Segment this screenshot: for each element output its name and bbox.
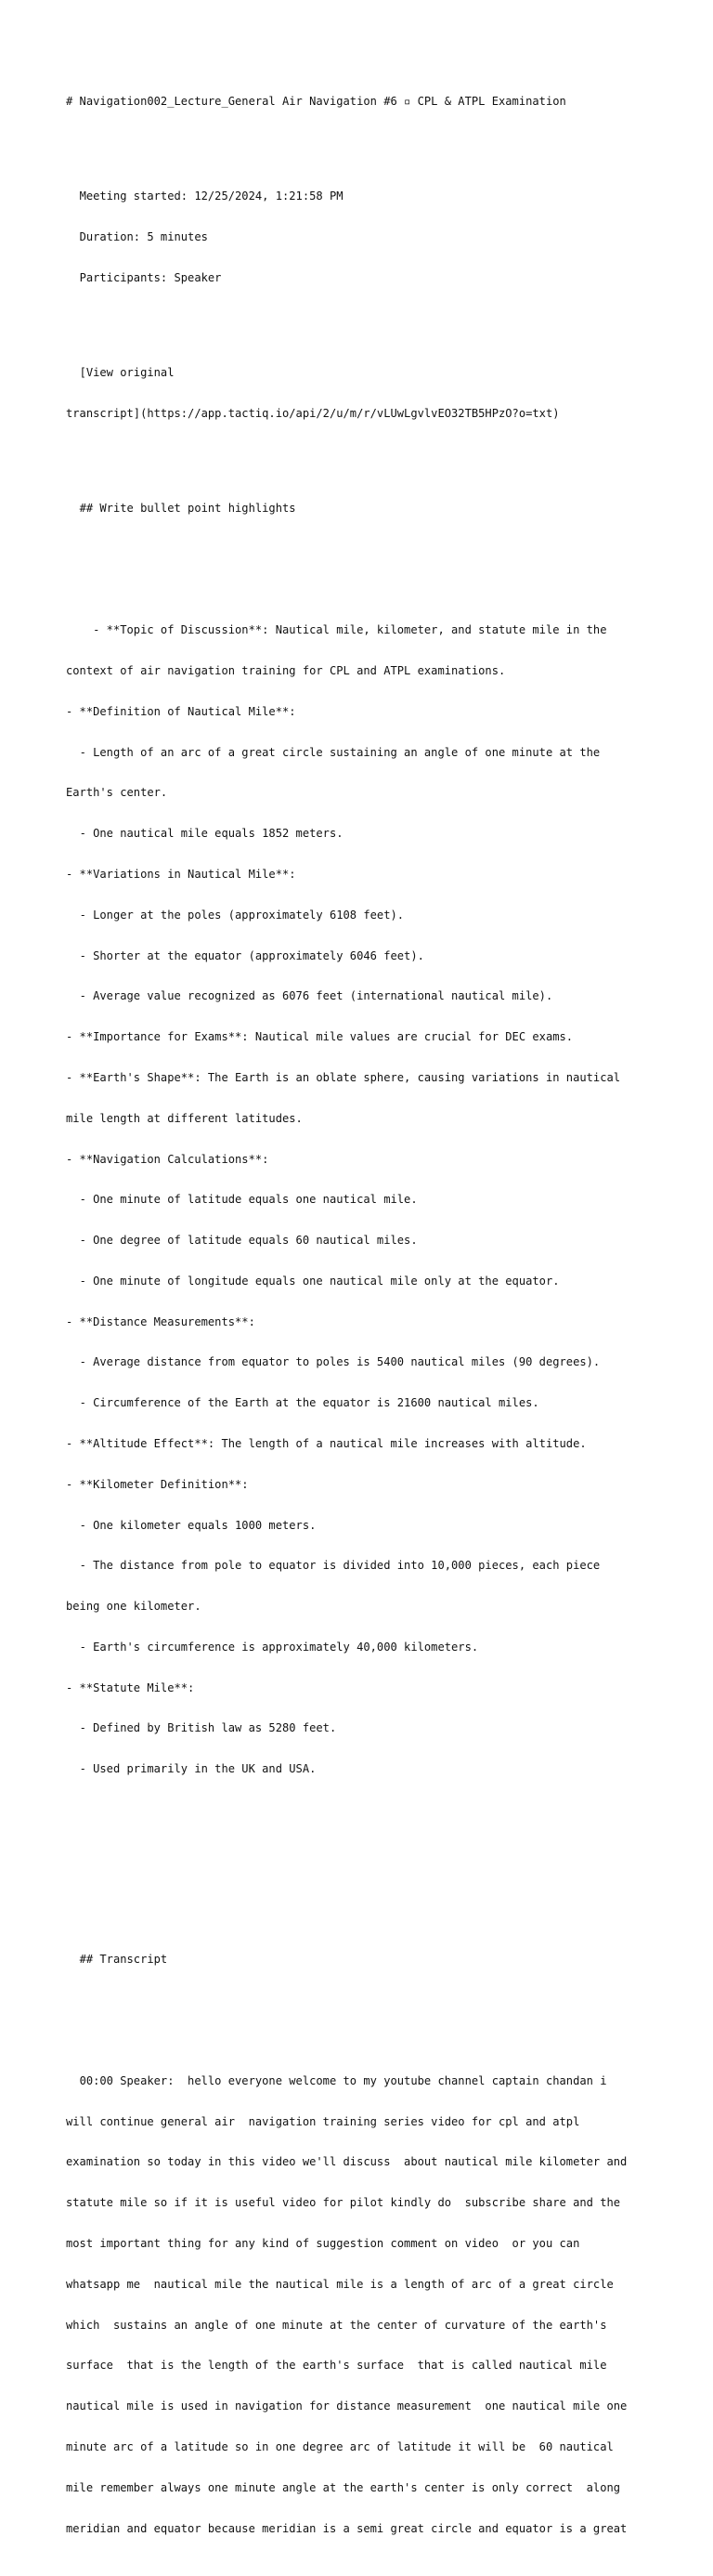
highlight-line: Earth's center.	[66, 786, 168, 800]
highlight-line: - **Kilometer Definition**:	[66, 1477, 249, 1491]
transcript-line: which sustains an angle of one minute at the center of curvature of the earth's	[66, 2318, 607, 2332]
meeting-participants: Participants: Speaker	[66, 270, 222, 284]
meeting-duration: Duration: 5 minutes	[66, 230, 208, 244]
spacer	[66, 448, 660, 462]
transcript-link-line-1[interactable]: [View original	[66, 366, 175, 380]
meeting-started: Meeting started: 12/25/2024, 1:21:58 PM	[66, 190, 344, 203]
transcript-line: 00:00 Speaker: hello everyone welcome to my youtube channel captain chandan i	[66, 2073, 607, 2087]
transcript-link-line-2[interactable]: transcript](https://app.tactiq.io/api/2/u/m/r/vLUwLgvlvEO32TB5HPzO?o=txt)	[66, 406, 560, 420]
highlight-line: - One nautical mile equals 1852 meters.	[66, 827, 344, 841]
highlight-line: mile length at different latitudes.	[66, 1111, 303, 1125]
highlight-line: - **Importance for Exams**: Nautical mile values are crucial for DEC exams.	[66, 1030, 574, 1044]
highlight-line: - **Distance Measurements**:	[66, 1314, 255, 1328]
spacer	[66, 1844, 660, 1912]
highlight-line: being one kilometer.	[66, 1600, 201, 1614]
transcript-line: most important thing for any kind of suggestion comment on video or you can	[66, 2237, 580, 2251]
transcript-heading: ## Transcript	[66, 1952, 168, 1966]
spacer	[66, 136, 660, 150]
document-page	[66, 68, 660, 2576]
highlight-line: - Used primarily in the UK and USA.	[66, 1762, 317, 1776]
transcript-line: nautical mile is used in navigation for distance measurement one nautical mile one	[66, 2399, 628, 2413]
transcript-line: meridian and equator because meridian is a semi great circle and equator is a great	[66, 2521, 628, 2535]
highlight-line: - The distance from pole to equator is divided into 10,000 pieces, each piece	[66, 1559, 601, 1573]
highlight-line: - One degree of latitude equals 60 nautical miles.	[66, 1234, 418, 1248]
highlight-line: - Circumference of the Earth at the equator is 21600 nautical miles.	[66, 1396, 539, 1410]
transcript-line: minute arc of a latitude so in one degree arc of latitude it will be 60 nautical	[66, 2439, 614, 2453]
highlight-line: - Shorter at the equator (approximately 6046 feet).	[66, 948, 424, 962]
highlight-line: - Length of an arc of a great circle sustaining an angle of one minute at the	[66, 745, 601, 759]
transcript-line: whatsapp me nautical mile the nautical mile is a length of arc of a great circle	[66, 2277, 614, 2291]
highlight-line: - Earth's circumference is approximately 40,000 kilometers.	[66, 1640, 479, 1654]
transcript-line: mile remember always one minute angle at the earth's center is only correct along	[66, 2480, 621, 2494]
spacer	[66, 1993, 660, 2007]
highlight-line: - **Definition of Nautical Mile**:	[66, 704, 296, 718]
transcript-line: will continue general air navigation training series video for cpl and atpl	[66, 2114, 580, 2128]
highlight-line: - One minute of latitude equals one nautical mile.	[66, 1193, 418, 1207]
highlight-line: - Longer at the poles (approximately 6108 feet).	[66, 908, 405, 922]
highlights-list	[66, 596, 660, 1803]
highlight-line: - Average distance from equator to poles is 5400 nautical miles (90 degrees).	[66, 1355, 601, 1369]
highlight-line: - **Earth's Shape**: The Earth is an oblate sphere, causing variations in nautical	[66, 1070, 621, 1084]
transcript-line: statute mile so if it is useful video for pilot kindly do subscribe share and the	[66, 2196, 621, 2210]
transcript-line: surface that is the length of the earth's surface that is called nautical mile	[66, 2359, 607, 2373]
spacer	[66, 543, 660, 556]
transcript-line: examination so today in this video we'll discuss about nautical mile kilometer and	[66, 2155, 628, 2169]
spacer	[66, 312, 660, 326]
transcript-body	[66, 2047, 660, 2563]
highlight-line: - Average value recognized as 6076 feet (international nautical mile).	[66, 989, 553, 1003]
document-title: # Navigation002_Lecture_General Air Navigation #6 ▫ CPL & ATPL Examination	[66, 95, 566, 109]
highlight-line: - **Altitude Effect**: The length of a nautical mile increases with altitude.	[66, 1436, 587, 1450]
highlight-line: - **Topic of Discussion**: Nautical mile, kilometer, and statute mile in the	[66, 623, 607, 637]
highlight-line: - **Variations in Nautical Mile**:	[66, 868, 296, 882]
highlight-line: - **Navigation Calculations**:	[66, 1152, 269, 1166]
highlights-heading: ## Write bullet point highlights	[66, 502, 296, 515]
highlight-line: - **Statute Mile**:	[66, 1680, 195, 1694]
highlight-line: context of air navigation training for CPL and ATPL examinations.	[66, 664, 506, 678]
highlight-line: - Defined by British law as 5280 feet.	[66, 1721, 337, 1735]
highlight-line: - One kilometer equals 1000 meters.	[66, 1518, 317, 1532]
highlight-line: - One minute of longitude equals one nautical mile only at the equator.	[66, 1274, 560, 1288]
